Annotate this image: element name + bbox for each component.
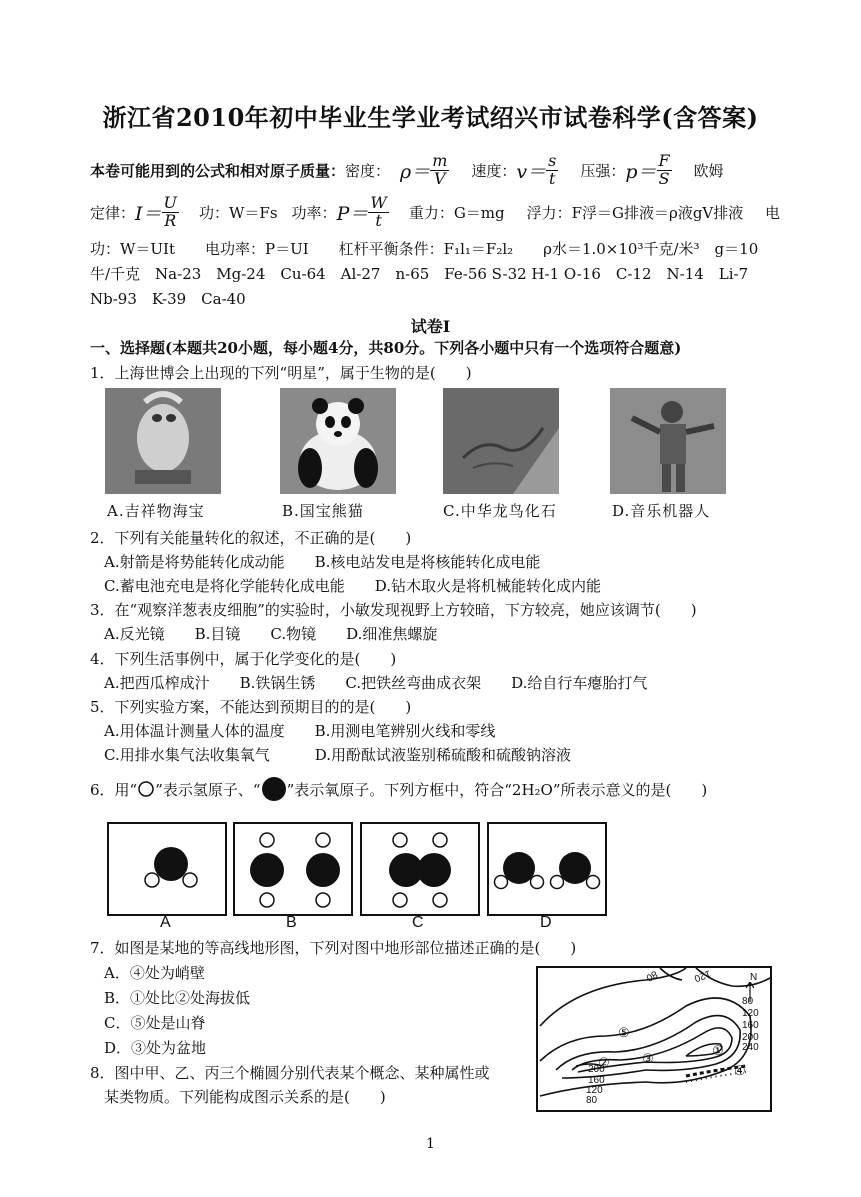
ohm-denominator: R bbox=[164, 210, 177, 230]
map-label-240: 240 bbox=[742, 1042, 759, 1053]
pressure-numerator: F bbox=[658, 150, 670, 170]
ohm-fraction bbox=[162, 192, 179, 230]
gravity-formula: 重力：G＝mg bbox=[408, 203, 505, 222]
density-label: 密度： bbox=[345, 161, 391, 180]
box-label-b: B bbox=[286, 914, 297, 931]
map-label-80-c: 80 bbox=[643, 967, 660, 984]
pressure-label: 压强： bbox=[580, 161, 626, 180]
question-4-stem: 4．下列生活事例中，属于化学变化的是( ) bbox=[90, 650, 397, 668]
north-arrow-icon bbox=[746, 982, 754, 1002]
hydrogen-peroxide-icon bbox=[362, 824, 478, 914]
part1-heading: 一、选择题(本题共20小题，每小题4分，共80分。下列各小题中只有一个选项符合题意) bbox=[90, 339, 682, 357]
speed-numerator: s bbox=[548, 150, 557, 170]
map-label-80-b: 80 bbox=[586, 1095, 598, 1106]
oxygen-atom-icon bbox=[261, 776, 287, 802]
question-6-stem-b: ”表示氢原子、“ bbox=[155, 780, 261, 799]
question-8-stem-1: 8．图中甲、乙、丙三个椭圆分别代表某个概念、某种属性或 bbox=[90, 1064, 490, 1082]
ohm-numerator: U bbox=[163, 192, 178, 212]
oxygen-hydrogen-icon bbox=[235, 824, 351, 914]
map-point-5: ⑤ bbox=[618, 1026, 630, 1041]
speed-fraction bbox=[546, 150, 558, 188]
question-8-stem-2: 某类物质。下列能构成图示关系的是( ) bbox=[104, 1088, 386, 1106]
page-number: 1 bbox=[426, 1136, 435, 1152]
robot-photo bbox=[610, 388, 726, 494]
pressure-denominator: S bbox=[658, 168, 670, 188]
pressure-fraction bbox=[657, 150, 672, 188]
power-denominator: t bbox=[375, 210, 382, 230]
map-point-2: ② bbox=[598, 1056, 610, 1071]
map-label-120-c: 120 bbox=[692, 967, 713, 984]
map-point-4: ④ bbox=[734, 1064, 746, 1079]
caption-b: B.国宝熊猫 bbox=[282, 502, 364, 520]
question-1-stem: 1．上海世博会上出现的下列“明星”，属于生物的是( ) bbox=[90, 364, 472, 382]
map-point-1: ① bbox=[712, 1044, 724, 1059]
robot-icon bbox=[610, 388, 726, 494]
elec-work-label: 电 bbox=[764, 203, 780, 222]
hydrogen-atom-icon bbox=[137, 780, 155, 798]
question-5-options-cd: C.用排水集气法收集氧气 D.用酚酞试液鉴别稀硫酸和硫酸钠溶液 bbox=[104, 746, 571, 764]
map-point-3: ③ bbox=[642, 1052, 654, 1067]
power-numerator: W bbox=[370, 192, 387, 212]
question-6-stem-c: ”表示氧原子。下列方框中，符合“2H₂O”所表示意义的是( ) bbox=[286, 780, 708, 799]
caption-c: C.中华龙鸟化石 bbox=[443, 502, 557, 520]
molecule-box-d bbox=[487, 822, 607, 916]
question-3-options: A.反光镜 B.目镜 C.物镜 D.细准焦螺旋 bbox=[104, 625, 438, 643]
question-6-stem-a: 6．用“ bbox=[90, 780, 138, 799]
question-3-stem: 3．在“观察洋葱表皮细胞”的实验时，小敏发现视野上方较暗，下方较亮，她应该调节( ) bbox=[90, 601, 697, 619]
pressure-lhs: p＝ bbox=[625, 160, 657, 183]
molecule-box-a bbox=[107, 822, 227, 916]
speed-denominator: t bbox=[549, 168, 556, 188]
speed-lhs: v＝ bbox=[516, 160, 547, 183]
map-label-200-a: 200 bbox=[742, 1032, 759, 1043]
map-label-120-a: 120 bbox=[742, 1008, 759, 1019]
formula-line-3: 功：W＝UIt 电功率：P＝UI 杠杆平衡条件：F₁l₁＝F₂l₂ ρ水＝1.0×10³千克/米³ g＝10 bbox=[90, 240, 759, 258]
ohm-lhs: I＝ bbox=[135, 202, 162, 225]
fossil-photo bbox=[443, 388, 559, 494]
density-lhs: ρ＝ bbox=[400, 160, 431, 183]
map-label-160-b: 160 bbox=[588, 1075, 605, 1086]
fossil-icon bbox=[443, 388, 559, 494]
mascot-icon bbox=[105, 388, 221, 494]
density-fraction bbox=[430, 150, 449, 188]
ohm-label-2: 定律： bbox=[90, 203, 136, 222]
two-water-molecules-icon bbox=[489, 824, 605, 914]
question-2-options-cd: C.蓄电池充电是将化学能转化成电能 D.钻木取火是将机械能转化成内能 bbox=[104, 577, 601, 595]
question-4-options: A.把西瓜榨成汁 B.铁锅生锈 C.把铁丝弯曲成衣架 D.给自行车瘪胎打气 bbox=[104, 674, 648, 692]
map-label-200-b: 200 bbox=[588, 1064, 605, 1075]
question-5-stem: 5．下列实验方案，不能达到预期目的的是( ) bbox=[90, 698, 412, 716]
page-title: 浙江省2010年初中毕业生学业考试绍兴市试卷科学(含答案) bbox=[102, 103, 759, 132]
density-denominator: V bbox=[434, 168, 446, 188]
box-label-c: C bbox=[412, 914, 424, 931]
power-fraction bbox=[368, 192, 388, 230]
speed-label: 速度： bbox=[471, 161, 517, 180]
atomic-mass-line-2: Nb-93 K-39 Ca-40 bbox=[90, 290, 246, 308]
map-label-120-b: 120 bbox=[586, 1085, 603, 1096]
map-label-80-a: 80 bbox=[742, 996, 754, 1007]
power-label: 功率： bbox=[291, 203, 337, 222]
contour-map-graphic bbox=[536, 966, 772, 1112]
water-molecule-icon bbox=[109, 824, 225, 914]
panda-icon bbox=[280, 388, 396, 494]
question-6-stem bbox=[90, 776, 707, 802]
question-7-option-a: A．④处为峭壁 bbox=[104, 964, 205, 982]
map-label-160-a: 160 bbox=[742, 1020, 759, 1031]
caption-d: D.音乐机器人 bbox=[612, 502, 711, 520]
question-7-option-c: C．⑤处是山脊 bbox=[104, 1014, 206, 1032]
density-numerator: m bbox=[432, 150, 448, 170]
section-title: 试卷Ⅰ bbox=[410, 317, 451, 336]
north-arrow-label: N bbox=[750, 972, 758, 983]
molecule-box-c bbox=[360, 822, 480, 916]
formula-line-2 bbox=[90, 190, 780, 234]
question-7-option-d: D．③处为盆地 bbox=[104, 1039, 207, 1057]
formula-line-1 bbox=[90, 148, 724, 192]
question-2-stem: 2．下列有关能量转化的叙述，不正确的是( ) bbox=[90, 529, 412, 547]
molecule-box-b bbox=[233, 822, 353, 916]
power-lhs: P＝ bbox=[336, 202, 369, 225]
ohm-label: 欧姆 bbox=[693, 161, 724, 180]
atomic-mass-line: 牛/千克 Na-23 Mg-24 Cu-64 Al-27 n-65 Fe-56 S-32 H-1 O-16 C-12 N-14 Li-7 bbox=[90, 265, 749, 283]
formula-intro: 本卷可能用到的公式和相对原子质量： bbox=[90, 161, 346, 180]
question-7-option-b: B．①处比②处海拔低 bbox=[104, 989, 251, 1007]
panda-photo bbox=[280, 388, 396, 494]
box-label-a: A bbox=[160, 914, 171, 931]
buoyancy-formula: 浮力：F浮＝G排液＝ρ液gV排液 bbox=[526, 203, 744, 222]
question-5-options-ab: A.用体温计测量人体的温度 B.用测电笔辨别火线和零线 bbox=[104, 722, 496, 740]
box-label-d: D bbox=[540, 914, 552, 931]
mascot-photo bbox=[105, 388, 221, 494]
question-7-stem: 7．如图是某地的等高线地形图，下列对图中地形部位描述正确的是( ) bbox=[90, 939, 577, 957]
caption-a: A.吉祥物海宝 bbox=[107, 502, 205, 520]
question-2-options-ab: A.射箭是将势能转化成动能 B.核电站发电是将核能转化成电能 bbox=[104, 553, 541, 571]
work-formula: 功：W＝Fs bbox=[199, 203, 278, 222]
contour-map bbox=[536, 966, 772, 1112]
